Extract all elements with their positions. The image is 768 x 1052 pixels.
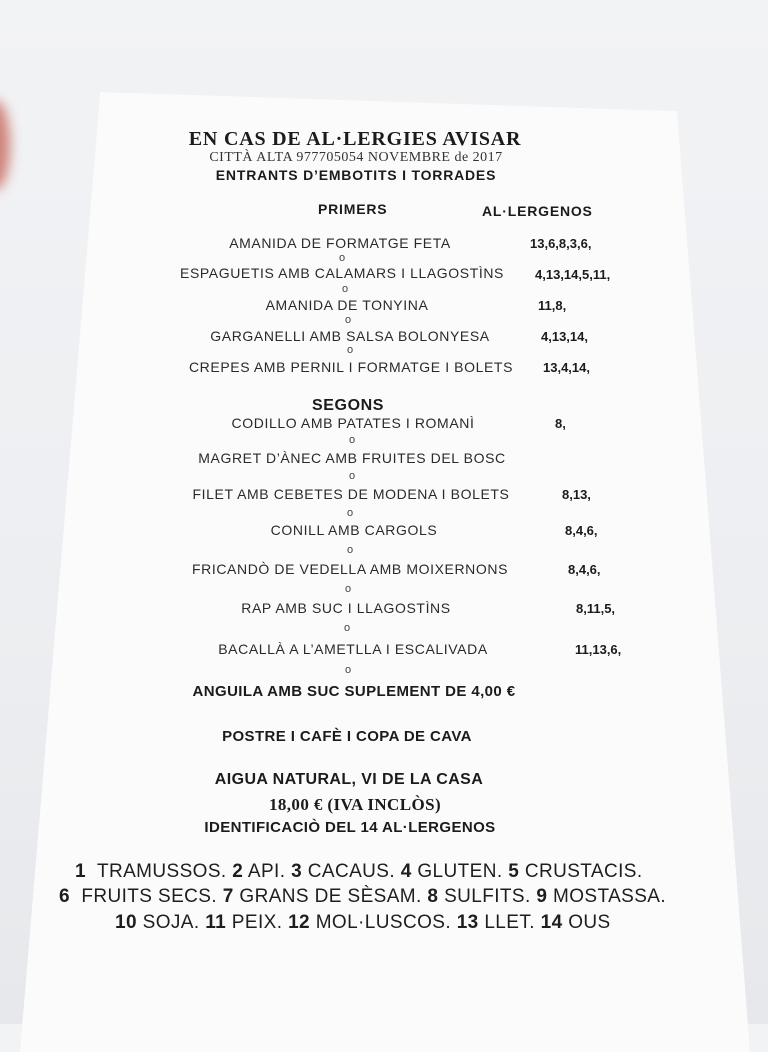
allergen-identification-heading: IDENTIFICACIÒ DEL 14 AL·LERGENOS <box>204 819 496 836</box>
allergen-number: 13 <box>456 912 479 933</box>
separator-o: o <box>348 470 356 482</box>
segons-dish: FRICANDÒ DE VEDELLA AMB MOIXERNONS <box>191 561 509 577</box>
menu-subtitle: CITTÀ ALTA 977705054 NOVEMBRE de 2017 <box>209 150 503 165</box>
segons-dish: CONILL AMB CARGOLS <box>270 522 438 538</box>
allergen-number: 6 <box>59 886 70 907</box>
segons-dish-allergens: 8,4,6, <box>565 523 598 538</box>
separator-o: o <box>346 507 354 519</box>
entrants-line: ENTRANTS D’EMBOTITS I TORRADES <box>215 167 497 183</box>
allergen-name: GRANS DE SÈSAM. <box>239 886 422 907</box>
primers-dish-allergens: 4,13,14, <box>541 329 588 344</box>
primers-dish-allergens: 4,13,14,5,11, <box>535 267 611 282</box>
primers-dish-allergens: 13,4,14, <box>543 360 590 375</box>
separator-o: o <box>346 344 354 356</box>
allergen-number: 9 <box>536 886 548 907</box>
allergen-name: CRUSTACIS. <box>524 861 643 882</box>
allergen-name: SULFITS. <box>444 886 531 907</box>
primers-dish-allergens: 13,6,8,3,6, <box>530 236 592 251</box>
allergen-name: PEIX. <box>231 912 283 933</box>
drinks-line: AIGUA NATURAL, VI DE LA CASA <box>214 771 484 788</box>
supplement-line: ANGUILA AMB SUC SUPLEMENT DE 4,00 € <box>192 683 516 700</box>
primers-dish: ESPAGUETIS AMB CALAMARS I LLAGOSTÌNS <box>180 265 504 281</box>
separator-o: o <box>343 622 351 634</box>
segons-dish-allergens: 8,11,5, <box>576 601 616 616</box>
separator-o: o <box>338 252 346 264</box>
allergen-legend-line <box>59 886 666 908</box>
primers-heading: PRIMERS <box>318 201 388 217</box>
allergens-heading: AL·LERGENOS <box>482 203 593 219</box>
segons-dish-allergens: 11,13,6, <box>575 642 622 657</box>
primers-dish-allergens: 11,8, <box>538 298 567 313</box>
separator-o: o <box>344 314 352 326</box>
separator-o: o <box>341 283 349 295</box>
primers-dish: GARGANELLI AMB SALSA BOLONYESA <box>210 328 490 344</box>
segons-dish-allergens: 8,4,6, <box>568 562 601 577</box>
segons-dish: RAP AMB SUC I LLAGOSTÌNS <box>241 600 451 616</box>
separator-o: o <box>348 434 356 446</box>
allergen-legend-line <box>115 912 611 934</box>
allergen-number: 8 <box>427 886 439 907</box>
separator-o: o <box>346 544 354 556</box>
allergen-number: 10 <box>115 912 137 933</box>
segons-dish: MAGRET D’ÀNEC AMB FRUITES DEL BOSC <box>198 450 506 466</box>
separator-o: o <box>344 664 352 676</box>
segons-dish: CODILLO AMB PATATES I ROMANÌ <box>231 415 475 431</box>
separator-o: o <box>344 583 352 595</box>
allergen-name: CACAUS. <box>307 861 396 882</box>
primers-dish: AMANIDA DE TONYINA <box>265 297 429 313</box>
allergen-name: OUS <box>568 912 611 933</box>
allergen-number: 11 <box>205 912 227 933</box>
allergen-number: 4 <box>400 861 412 882</box>
allergen-name: SOJA. <box>142 912 200 933</box>
allergen-number: 14 <box>540 912 563 933</box>
segons-dish-allergens: 8, <box>555 416 566 431</box>
allergen-number: 5 <box>508 861 520 882</box>
segons-dish-allergens: 8,13, <box>562 487 591 502</box>
allergen-name: API. <box>247 861 286 882</box>
allergen-name: MOL·LUSCOS. <box>315 912 452 933</box>
allergen-legend-line <box>75 861 643 883</box>
allergen-number: 12 <box>288 912 310 933</box>
allergen-name: GLUTEN. <box>417 861 503 882</box>
primers-dish: CREPES AMB PERNIL I FORMATGE I BOLETS <box>188 359 514 375</box>
menu-title: EN CAS DE AL·LERGIES AVISAR <box>188 128 522 150</box>
segons-heading: SEGONS <box>312 397 385 414</box>
dessert-line: POSTRE I CAFÈ I COPA DE CAVA <box>222 728 472 745</box>
allergen-name: FRUITS SECS. <box>81 886 218 907</box>
allergen-number: 3 <box>291 861 303 882</box>
segons-dish: FILET AMB CEBETES DE MODENA I BOLETS <box>192 486 510 502</box>
allergen-number: 1 <box>75 861 86 882</box>
price-line: 18,00 € (IVA INCLÒS) <box>268 795 442 814</box>
allergen-name: TRAMUSSOS. <box>96 861 227 882</box>
segons-dish: BACALLÀ A L’AMETLLA I ESCALIVADA <box>218 641 488 657</box>
allergen-number: 2 <box>232 861 244 882</box>
primers-dish: AMANIDA DE FORMATGE FETA <box>229 235 451 251</box>
allergen-number: 7 <box>222 886 234 907</box>
allergen-name: LLET. <box>484 912 535 933</box>
allergen-name: MOSTASSA. <box>553 886 667 907</box>
